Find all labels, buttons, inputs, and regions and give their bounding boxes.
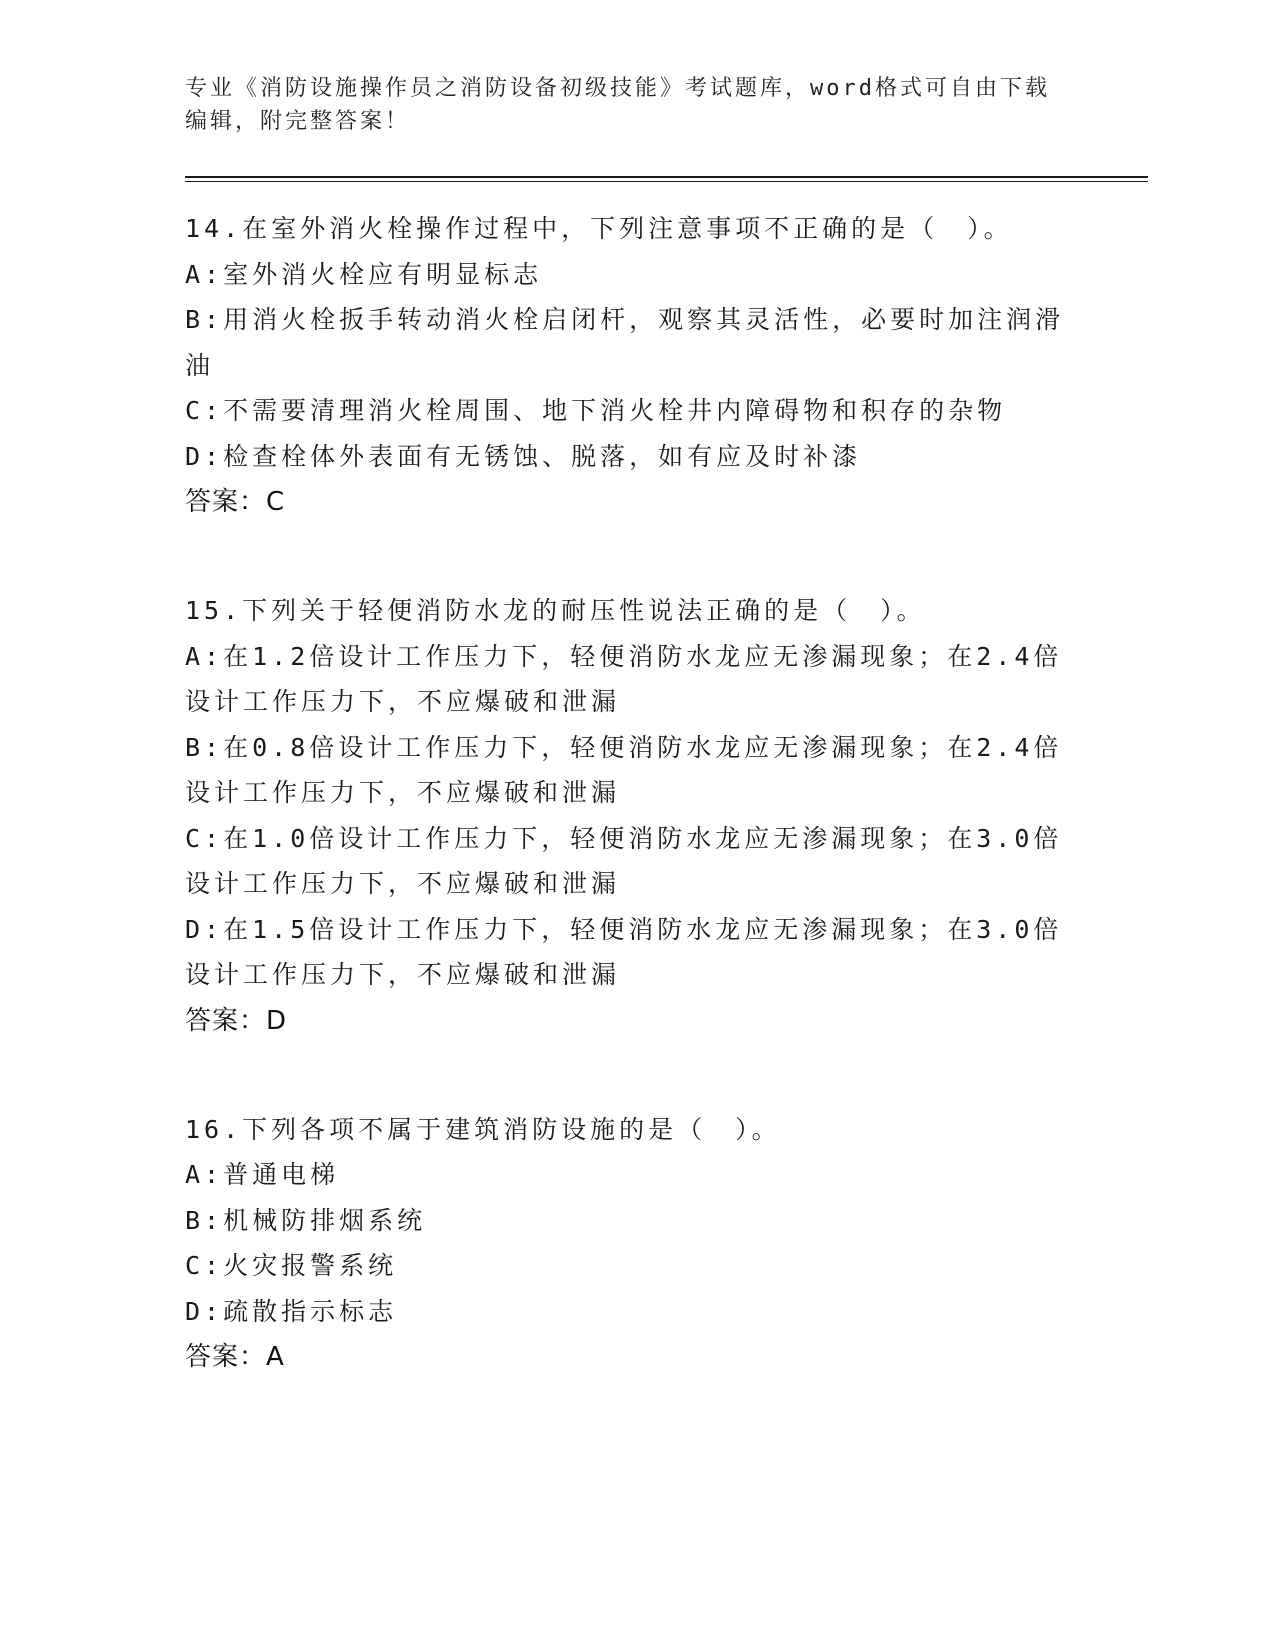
question-16 — [185, 1107, 1085, 1381]
option-c: C:火灾报警系统 — [185, 1251, 398, 1280]
question-15 — [185, 588, 1085, 1044]
option-a: A:普通电梯 — [185, 1160, 340, 1189]
question-stem: 16.下列各项不属于建筑消防设施的是（ ）。 — [185, 1114, 781, 1144]
option-b: B:在0.8倍设计工作压力下，轻便消防水龙应无渗漏现象；在2.4倍设计工作压力下，不应爆破和泄漏 — [185, 732, 1063, 807]
option-d: D:疏散指示标志 — [185, 1296, 398, 1326]
option-d: D:检查栓体外表面有无锈蚀、脱落，如有应及时补漆 — [185, 441, 862, 471]
answer: 答案：A — [185, 1342, 285, 1372]
header-text: 专业《消防设施操作员之消防设备初级技能》考试题库，word格式可自由下载编辑，附完整答案！ — [185, 76, 1050, 134]
option-b: B:机械防排烟系统 — [185, 1205, 427, 1235]
option-a: A:室外消火栓应有明显标志 — [185, 259, 543, 289]
option-a: A:在1.2倍设计工作压力下，轻便消防水龙应无渗漏现象；在2.4倍设计工作压力下，不应爆破和泄漏 — [185, 641, 1063, 716]
option-d: D:在1.5倍设计工作压力下，轻便消防水龙应无渗漏现象；在3.0倍设计工作压力下，不应爆破和泄漏 — [185, 914, 1063, 989]
answer: 答案：C — [185, 487, 286, 517]
option-b: B:用消火栓扳手转动消火栓启闭杆，观察其灵活性，必要时加注润滑油 — [185, 305, 1065, 380]
header-divider — [185, 176, 1148, 182]
question-stem: 14.在室外消火栓操作过程中，下列注意事项不正确的是（ ）。 — [185, 214, 1013, 243]
question-14 — [185, 206, 1085, 525]
question-list — [185, 206, 1085, 1443]
question-stem: 15.下列关于轻便消防水龙的耐压性说法正确的是（ ）。 — [185, 596, 926, 625]
answer: 答案：D — [185, 1005, 288, 1036]
option-c: C:在1.0倍设计工作压力下，轻便消防水龙应无渗漏现象；在3.0倍设计工作压力下，不应爆破和泄漏 — [185, 823, 1063, 898]
option-c: C:不需要清理消火栓周围、地下消火栓井内障碍物和积存的杂物 — [185, 396, 1007, 425]
page-header — [185, 72, 1065, 138]
